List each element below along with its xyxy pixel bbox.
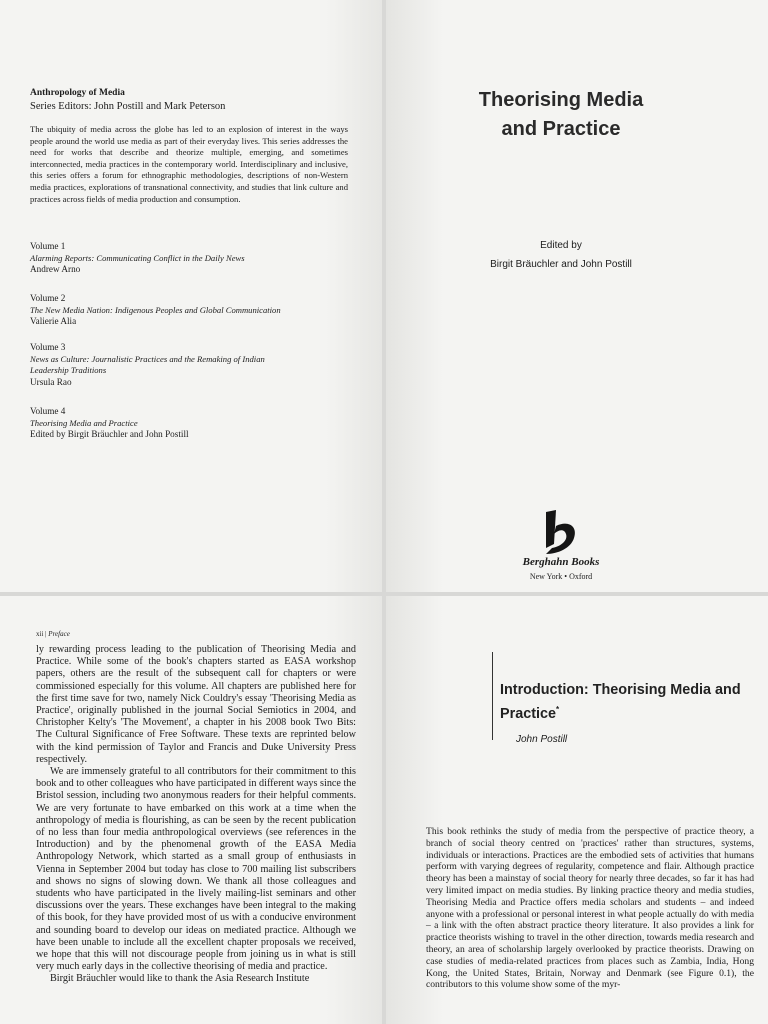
- volume-title: News as Culture: Journalistic Practices and the Remaking of Indian Leadership Traditions: [30, 353, 265, 375]
- book-title-line-1: Theorising Media: [478, 89, 644, 111]
- title-page: [386, 0, 768, 592]
- preface-body: [36, 644, 356, 986]
- editors-names: Birgit Bräuchler and John Postill: [490, 259, 632, 270]
- paragraph: We are immensely grateful to all contributors for their commitment to this book and to other colleagues who have participated in different ways since the Bristol session, including two anonymous readers for their helpful comments. We are very fortunate to have embarked on this work at a time when the anthropology of media is flourishing, as can be seen by the recent publication of no less than four media anthropological overviews (see references in the Introduction) and by the phenomenal growth of the EASA Media Anthropology Network, which started as a small group of enthusiasts in Vienna in September 2004 but today has close to 700 mailing list subscribers and shows no signs of slowing down. We thank all those colleagues and students who have participated in the lively mailing-list seminars and other discussions over the years. These exchanges have been integral to the making of this book, for they have provided most of us with a conducive environment and sounding board to develop our ideas on mediated practice. Although we have been unable to include all the excellent chapter proposals we received, we hope that this will not discourage people from joining us in what is still very much early days in the collective theorising of media and practice.: [36, 766, 356, 973]
- series-editors: Series Editors: John Postill and Mark Peterson: [30, 101, 226, 112]
- preface-page: [0, 596, 382, 1024]
- volume-author: Ursula Rao: [30, 376, 72, 387]
- volume-entry-2: [30, 293, 350, 328]
- series-title: Anthropology of Media: [30, 88, 125, 98]
- page-number: xii: [36, 630, 44, 638]
- volume-title: The New Media Nation: Indigenous Peoples and Global Communication: [30, 304, 281, 315]
- running-head-separator: |: [45, 630, 47, 638]
- volume-label: Volume 2: [30, 293, 66, 303]
- vertical-rule: [492, 652, 493, 740]
- paragraph: Birgit Bräuchler would like to thank the Asia Research Institute: [50, 973, 310, 985]
- series-description: The ubiquity of media across the globe has led to an explosion of interest in the ways people around the world use media as part of their everyday lives. This series addresses the need for works that describe and theorize multiple, emerging, and sometimes interconnected, media practices in the contemporary world. Interdisciplinary and inclusive, this series offers a forum for ethnographic methodologies, descriptions of non-Western media practices, explorations of transnational connectivity, and studies that link culture and practices across fields of media production and consumption.: [30, 124, 348, 204]
- chapter-body: This book rethinks the study of media from the perspective of practice theory, a branch of social theory centred on 'practices' rather than structures, systems, individuals or interactions. Practices are the embodied sets of activities that humans perform with varying degrees of regularity, competence and flair. Although practice theory has been a mainstay of social theory for nearly three decades, so far it has had very limited impact on media studies. By linking practice theory and media studies, Theorising Media and Practice offers media scholars and students – and indeed anyone with a professional or personal interest in what people actually do with media – a link with the often abstract practice theory literature. It also provides a link for practice theorists wishing to travel in the other direction, towards media research and theory, an area of scholarship largely overlooked by practice theorists. Drawing on case studies of media-related practices from places such as Zambia, India, Hong Kong, the United States, Britain, Norway and Denmark (see Figure 0.1), the contributors to this volume show some of the myr-: [426, 826, 754, 991]
- chapter-title-text: Introduction: Theorising Media and Practice: [500, 682, 741, 722]
- edited-by-label: Edited by: [540, 240, 582, 251]
- running-head: [36, 630, 70, 638]
- series-page: [0, 0, 382, 592]
- book-title: [386, 86, 736, 144]
- volume-title: Alarming Reports: Communicating Conflict in the Daily News: [30, 252, 245, 263]
- volume-entry-1: [30, 241, 350, 276]
- publisher-places: New York • Oxford: [529, 572, 593, 581]
- berghahn-logo-icon: [538, 508, 582, 556]
- publisher-name: Berghahn Books: [522, 556, 600, 568]
- introduction-page: [386, 596, 768, 1024]
- volume-author: Andrew Arno: [30, 264, 81, 274]
- volume-title: Theorising Media and Practice: [30, 417, 138, 428]
- section-name: Preface: [48, 630, 70, 638]
- book-title-line-2: and Practice: [501, 118, 621, 140]
- chapter-title: [500, 680, 750, 724]
- chapter-author: John Postill: [516, 734, 568, 745]
- volume-entry-3: [30, 342, 280, 388]
- volume-author: Valierie Alia: [30, 316, 77, 326]
- volume-label: Volume 4: [30, 406, 66, 416]
- volume-entry-4: [30, 406, 350, 441]
- volume-author: Edited by Birgit Bräuchler and John Postill: [30, 429, 189, 439]
- volume-label: Volume 1: [30, 241, 66, 251]
- paragraph: ly rewarding process leading to the publication of Theorising Media and Practice. While some of the book's chapters started as EASA workshop papers, others are the result of the subsequent call for chapters or were commissioned especially for this volume. All chapters are published here for the first time save for two, namely Nick Couldry's essay 'Theorising Media as Practice', originally published in the journal Social Semiotics in 2004, and Christopher Kelty's 'The Movement', a chapter in his 2008 book Two Bits: The Cultural Significance of Free Software. These texts are reprinted below with the kind permission of Taylor and Francis and Duke University Press respectively.: [36, 644, 356, 765]
- volume-label: Volume 3: [30, 342, 66, 352]
- footnote-marker: *: [556, 705, 560, 714]
